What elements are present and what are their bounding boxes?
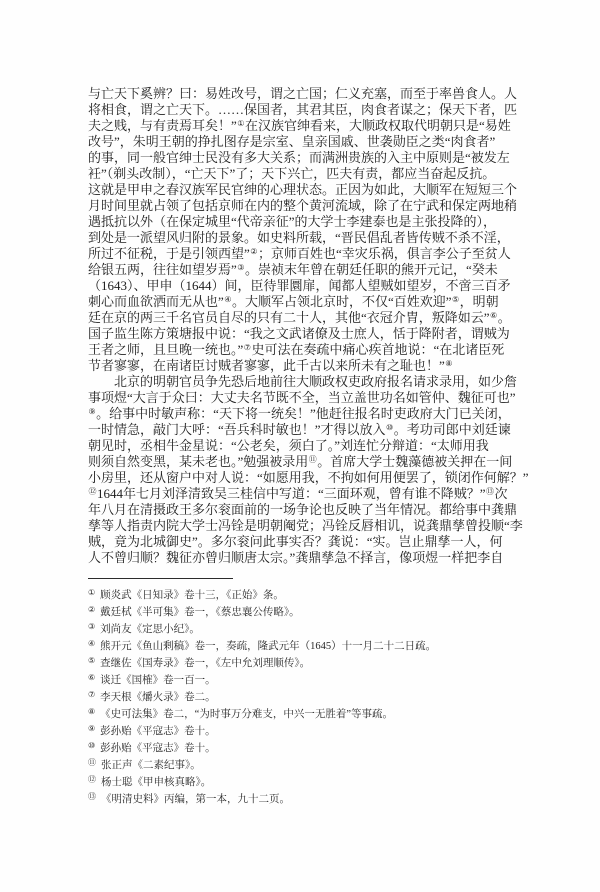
footnote-item (88, 774, 522, 791)
body-line: 将相食，谓之亡天下。……保国者，其君其臣，肉食者谋之；保天下者，匹 (88, 102, 518, 117)
footnote-item (88, 672, 522, 689)
footnote-number: ⑫ (88, 775, 96, 784)
body-line: 小房里，还从窗户中对人说：“如愿用我，不拘如何用便罢了，锁闭作何解？” (88, 470, 529, 485)
body-line: 月时间里就占领了包括京师在内的整个黄河流域，除了在宁武和保定两地稍 (88, 198, 518, 213)
footnote-item (88, 655, 522, 672)
body-line: 北京的明朝官员争先恐后地前往大顺政权吏政府报名请求录用，如少詹 (88, 374, 518, 389)
body-line: 夫之贱，与有责焉耳矣！”①在汉族官绅看来，大顺政权取代明朝只是“易姓 (88, 118, 511, 133)
body-line: 事项煜“大言于众曰：大丈夫名节既不全，当立盖世功名如管仲、魏征可也” (88, 390, 516, 405)
footnote-text: 《明清史料》丙编，第一本，九十二页。 (101, 794, 290, 805)
footnote-number: ④ (88, 639, 96, 648)
footnote-number: ⑧ (88, 707, 96, 716)
footnote-item (88, 740, 522, 757)
footnote-text: 彭孙贻《平寇志》卷十。 (100, 743, 216, 754)
body-line: ⑫1644年七月刘泽清致吴三桂信中写道：“三面环观，曾有谁不降贼？”⑬次 (88, 486, 508, 501)
footnote-text: 熊开元《鱼山剩稿》卷一，奏疏，隆武元年（1645）十一月二十二日疏。 (100, 641, 437, 652)
footnote-number: ⑤ (88, 656, 96, 665)
footnote-text: 杨士聪《甲申核真略》。 (101, 777, 212, 788)
body-text (88, 86, 529, 566)
body-line: （1643）、甲申（1644）间，臣待罪圜扉，闻都人望贼如望岁，不啻三百矛 (88, 278, 511, 293)
body-line: 刺心而血欲洒而无从也”④。大顺军占领北京时，不仅“百姓欢迎”⑤，明朝 (88, 294, 499, 309)
body-line: 这就是甲申之春汉族军民官绅的心理状态。正因为如此，大顺军在短短三个 (88, 182, 518, 197)
body-line: 朝见时，丞相牛金星说：“公老矣，须白了。”刘连忙分辩道：“太师用我 (88, 438, 489, 453)
footnote-item (88, 638, 522, 655)
footnote-number: ⑩ (88, 741, 96, 750)
footnote-number: ⑬ (88, 792, 96, 801)
footnote-item (88, 604, 522, 621)
footnote-number: ⑨ (88, 724, 96, 733)
body-line: 则须自然变黑，某未老也。”勉强被录用⑪。首席大学士魏藻德被关押在一间 (88, 454, 513, 469)
body-line: 衽”（剃头改制），“亡天下”了；天下兴亡，匹夫有责，都应当奋起反抗。 (88, 166, 496, 181)
body-line: 给银五两，往往如望岁焉”③。崇祯末年曾在朝廷任职的熊开元记，“癸未 (88, 262, 498, 277)
body-line: 王者之师，且旦晚一统也。”⑦史可法在奏疏中痛心疾首地说：“在北诸臣死 (88, 342, 505, 357)
body-line: 与亡天下奚辨？曰：易姓改号，谓之亡国；仁义充塞，而至于率兽食人。人 (88, 86, 518, 101)
footnote-text: 刘尚友《定思小纪》。 (100, 624, 200, 635)
footnote-text: 查继佐《国寿录》卷一，《左中允刘理顺传》。 (100, 658, 311, 669)
body-line: 人不曾归顺？魏征亦曾归顺唐太宗。”龚鼎孳急不择言，像项煜一样把李自 (88, 550, 504, 565)
footnote-number: ② (88, 605, 96, 614)
footnote-number: ⑦ (88, 690, 96, 699)
footnote-item (88, 621, 522, 638)
footnote-text: 谈迁《国榷》卷一百一。 (100, 675, 216, 686)
footnote-text: 李天根《爝火录》卷二。 (100, 692, 216, 703)
body-line: 改号”，朱明王朝的挣扎图存是宗室、皇亲国戚、世袭勋臣之类“肉食者” (88, 134, 496, 149)
body-line: 到处是一派望风归附的景象。如史料所载，“晋民倡乱者皆传贼不杀不淫， (88, 230, 510, 245)
footnote-text: 顾炎武《日知录》卷十三，《正始》条。 (100, 590, 284, 601)
footnote-text: 《史可法集》卷二，“为时事万分难支，中兴一无胜着”等事疏。 (100, 709, 393, 720)
body-line: 节者寥寥，在南诸臣讨贼者寥寥，此千古以来所未有之耻也！”⑧ (88, 358, 453, 373)
footnotes-section (88, 587, 522, 808)
body-line: 年八月在清摄政王多尔衮面前的一场争论也反映了当年情况。都给事中龚鼎 (88, 502, 518, 517)
footnote-item (88, 791, 522, 808)
footnote-text: 张正声《二素纪事》。 (101, 760, 201, 771)
body-line: 的事，同一般官绅士民没有多大关系；而满洲贵族的入主中原则是“被发左 (88, 150, 510, 165)
footnote-number: ⑥ (88, 673, 96, 682)
footnote-number: ⑪ (88, 758, 96, 767)
body-line: 国子监生陈方策塘报中说：“我之文武诸僚及士庶人，恬于降附者，谓贼为 (88, 326, 510, 341)
body-line: 廷在京的两三千名官员自尽的只有二十人，其他“衣冠介胄，叛降如云”⑥。 (88, 310, 511, 325)
body-line: 所过不征税，于是引领西望”②；京师百姓也“幸灾乐祸，俱言李公子至贫人 (88, 246, 511, 261)
body-line: 一时情急，敲门大呼：“吾兵科时敏也！”才得以放入⑩。考功司郎中刘廷谏 (88, 422, 511, 437)
footnote-item (88, 706, 522, 723)
footnote-item (88, 757, 522, 774)
footnote-number: ③ (88, 622, 96, 631)
footnote-item (88, 723, 522, 740)
footnote-text: 戴廷栻《半可集》卷一，《蔡忠襄公传略》。 (100, 607, 300, 618)
footnote-item (88, 587, 522, 604)
body-line: 遇抵抗以外（在保定城里“代帝亲征”的大学士李建泰也是主张投降的）， (88, 214, 497, 229)
footnote-item (88, 689, 522, 706)
footnote-text: 彭孙贻《平寇志》卷十。 (100, 726, 216, 737)
footnote-separator (88, 578, 233, 579)
body-line: 贼，竟为北城御史”。多尔衮问此事实否？龚说：“实。岂止鼎孳一人，何 (88, 534, 503, 549)
body-line: ⑨。给事中时敏声称：“天下将一统矣！”他赶往报名时吏政府大门已关闭， (88, 406, 511, 421)
body-line: 孳等人指责内院大学士冯铨是明朝阉党；冯铨反唇相讥，说龚鼎孳曾投顺“李 (88, 518, 523, 533)
footnote-number: ① (88, 588, 96, 597)
